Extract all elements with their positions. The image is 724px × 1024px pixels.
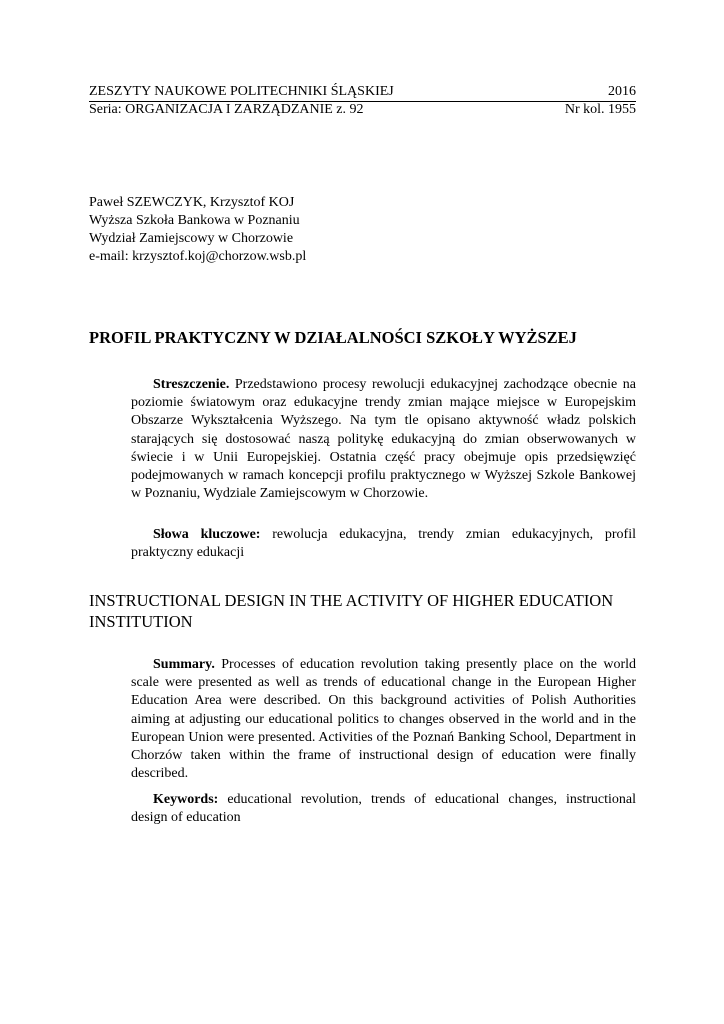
english-title: INSTRUCTIONAL DESIGN IN THE ACTIVITY OF HIGHER EDUCATION INSTITUTION bbox=[89, 591, 614, 631]
english-keywords-text: educational revolution, trends of educational changes, instructional design of education bbox=[131, 792, 636, 826]
english-summary-text: Processes of education revolution taking presently place on the world scale were presented as well as trends of educational change in the European Higher Education Area were described. On this background activities of Polish Authorities aiming at adjusting our educational politics to changes observed in the world and in the European Union were presented. Activities of the Poznań Banking School, Department in Chorzów taken within the frame of instructional design of education were finally described. bbox=[131, 657, 636, 782]
author-names: Paweł SZEWCZYK, Krzysztof KOJ bbox=[89, 195, 295, 210]
polish-keywords-text: rewolucja edukacyjna, trendy zmian edukacyjnych, profil praktyczny edukacji bbox=[131, 527, 636, 561]
journal-header-bottom-row bbox=[89, 102, 636, 118]
journal-number: Nr kol. 1955 bbox=[564, 102, 636, 117]
author-department: Wydział Zamiejscowy w Chorzowie bbox=[89, 231, 294, 246]
english-summary bbox=[131, 656, 636, 783]
author-block bbox=[89, 194, 306, 266]
author-institution: Wyższa Szkoła Bankowa w Poznaniu bbox=[89, 213, 300, 228]
author-email: e-mail: krzysztof.koj@chorzow.wsb.pl bbox=[89, 249, 307, 264]
journal-name: ZESZYTY NAUKOWE POLITECHNIKI ŚLĄSKIEJ bbox=[89, 84, 394, 99]
journal-header-top-row bbox=[89, 84, 636, 102]
english-summary-label: Summary. bbox=[153, 657, 215, 672]
journal-year: 2016 bbox=[608, 84, 636, 99]
polish-abstract-text: Przedstawiono procesy rewolucji edukacyjnej zachodzące obecnie na poziomie światowym oraz edukacyjne trendy zmian mające miejsce w Europejskim Obszarze Wykształcenia Wyższego. Na tym tle opisano aktywność władz polskich starających się dostosować naszą politykę edukacyjną do zmian obserwowanych w świecie i w Unii Europejskiej. Ostatnia część pracy obejmuje opis przedsięwzięć podejmowanych w ramach koncepcji profilu praktycznego w Wyższej Szkole Bankowej w Poznaniu, Wydziale Zamiejscowym w Chorzowie. bbox=[131, 377, 636, 502]
journal-header bbox=[89, 84, 636, 118]
journal-series: Seria: ORGANIZACJA I ZARZĄDZANIE z. 92 bbox=[89, 102, 364, 117]
polish-keywords bbox=[131, 526, 636, 562]
english-keywords bbox=[131, 791, 636, 827]
polish-title: PROFIL PRAKTYCZNY W DZIAŁALNOŚCI SZKOŁY WYŻSZEJ bbox=[89, 328, 577, 347]
polish-abstract-label: Streszczenie. bbox=[153, 377, 230, 392]
polish-abstract bbox=[131, 376, 636, 503]
english-keywords-label: Keywords: bbox=[153, 792, 219, 807]
polish-keywords-label: Słowa kluczowe: bbox=[153, 527, 261, 542]
